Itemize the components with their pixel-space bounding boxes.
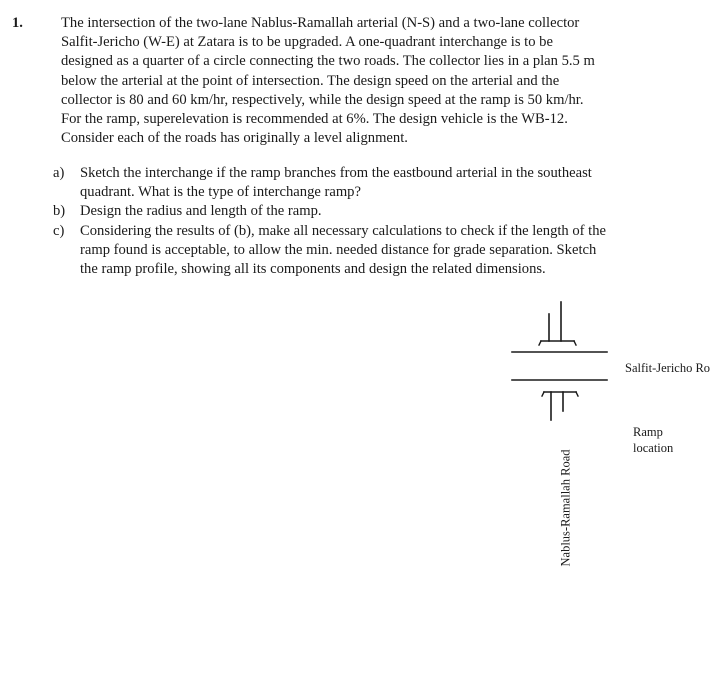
problem-line: designed as a quarter of a circle connecting the two roads. The collector lies in a plan 5.5 m bbox=[61, 53, 595, 70]
part-line: Considering the results of (b), make all necessary calculations to check if the length of the bbox=[80, 222, 607, 239]
ramp-location-label bbox=[633, 424, 673, 456]
problem-line: collector is 80 and 60 km/hr, respectively, while the design speed at the ramp is 50 km/hr. bbox=[61, 91, 584, 108]
problem-body bbox=[61, 14, 711, 148]
collector-road-label: Salfit-Jericho Ro bbox=[625, 361, 711, 375]
part-line: the ramp profile, showing all its components and design the related dimensions. bbox=[80, 261, 546, 278]
ramp-label-line: location bbox=[633, 441, 674, 455]
part-letter: b) bbox=[53, 203, 66, 220]
part-c bbox=[53, 222, 713, 280]
arterial-road-label: Nablus-Ramallah Road bbox=[558, 449, 573, 567]
problem-line: below the arterial at the point of intersection. The design speed on the arterial and the bbox=[61, 72, 560, 89]
arterial-south-tick-east bbox=[576, 392, 578, 396]
part-b bbox=[53, 202, 713, 221]
part-line: ramp found is acceptable, to allow the min. needed distance for grade separation. Sketch bbox=[80, 241, 597, 258]
problem-line: For the ramp, superelevation is recommended at 6%. The design vehicle is the WB-12. bbox=[61, 111, 568, 128]
problem-line: The intersection of the two-lane Nablus-Ramallah arterial (N-S) and a two-lane collector bbox=[61, 15, 580, 31]
part-a bbox=[53, 164, 713, 202]
problem-line: Salfit-Jericho (W-E) at Zatara is to be upgraded. A one-quadrant interchange is to be bbox=[61, 34, 553, 51]
arterial-north-tick-east bbox=[574, 341, 576, 345]
arterial-south-tick-west bbox=[542, 392, 544, 396]
question-parts bbox=[53, 164, 713, 279]
part-letter: c) bbox=[53, 222, 65, 239]
problem-number: 1. bbox=[12, 15, 23, 31]
part-line: Sketch the interchange if the ramp branches from the eastbound arterial in the southeast bbox=[80, 165, 592, 181]
part-line: quadrant. What is the type of interchange ramp? bbox=[80, 184, 361, 201]
part-line: Design the radius and length of the ramp. bbox=[80, 203, 322, 220]
problem-statement bbox=[12, 14, 712, 148]
arterial-north-tick-west bbox=[539, 341, 541, 345]
ramp-label-line: Ramp bbox=[633, 425, 663, 439]
part-letter: a) bbox=[53, 165, 65, 181]
problem-line: Consider each of the roads has originally a level alignment. bbox=[61, 130, 408, 147]
